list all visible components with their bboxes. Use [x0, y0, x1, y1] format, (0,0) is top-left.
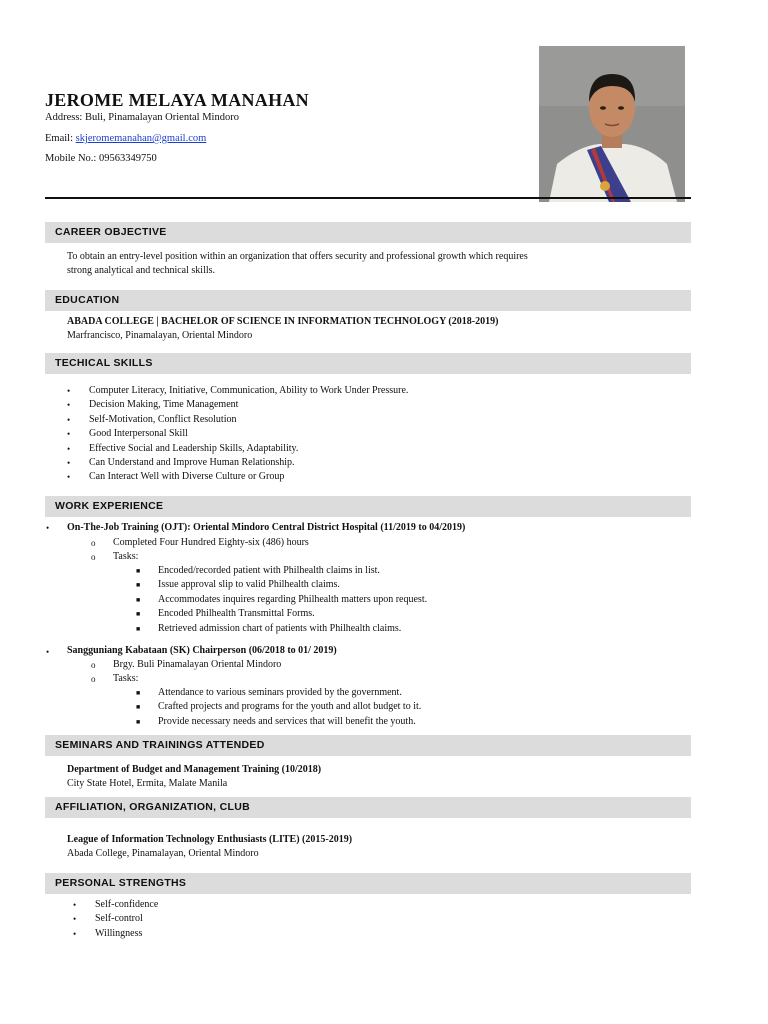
square-bullet-icon: ■	[136, 610, 141, 619]
applicant-name: JEROME MELAYA MANAHAN	[45, 90, 309, 110]
bullet-icon: •	[67, 429, 71, 440]
square-bullet-icon: ■	[136, 703, 141, 712]
square-bullet-icon: ■	[136, 581, 141, 590]
list-item: • Can Interact Well with Diverse Culture or Group	[67, 470, 408, 484]
section-education: EDUCATION	[45, 290, 691, 311]
education-location: Marfrancisco, Pinamalayan, Oriental Mindoro	[67, 330, 253, 341]
header-divider	[45, 197, 691, 199]
list-item: ■ Issue approval slip to valid Philhealth claims.	[136, 578, 427, 592]
section-seminars: SEMINARS AND TRAININGS ATTENDED	[45, 735, 691, 756]
mobile-value: 09563349750	[98, 153, 157, 164]
address-label: Address:	[45, 112, 83, 123]
section-affiliation: AFFILIATION, ORGANIZATION, CLUB	[45, 797, 691, 818]
circle-bullet-icon: o	[91, 538, 96, 548]
job-tasks-label-ojt: Tasks:	[113, 551, 139, 562]
section-work-experience: WORK EXPERIENCE	[45, 496, 691, 517]
profile-photo	[539, 46, 685, 202]
list-item: • Self-Motivation, Conflict Resolution	[67, 413, 408, 427]
seminar-place: City State Hotel, Ermita, Malate Manila	[67, 778, 228, 789]
list-item: • Good Interpersonal Skill	[67, 427, 408, 441]
list-item: • Self-control	[73, 912, 158, 926]
job-heading-sk: Sangguniang Kabataan (SK) Chairperson (06/2018 to 01/ 2019)	[67, 645, 337, 656]
bullet-icon: •	[46, 647, 50, 657]
affiliation-name: League of Information Technology Enthusiasts (LITE) (2015-2019)	[67, 834, 353, 845]
job-detail-ojt: Completed Four Hundred Eighty-six (486) hours	[113, 537, 309, 548]
bullet-icon: •	[67, 400, 71, 411]
section-personal-strengths: PERSONAL STRENGTHS	[45, 873, 691, 894]
job-heading-ojt: On-The-Job Training (OJT): Oriental Mindoro Central District Hospital (11/2019 to 04/2019)	[67, 522, 466, 533]
square-bullet-icon: ■	[136, 595, 141, 604]
job-tasks-label-sk: Tasks:	[113, 673, 139, 684]
address-line	[45, 112, 239, 123]
square-bullet-icon: ■	[136, 717, 141, 726]
list-item: • Self-confidence	[73, 898, 158, 912]
list-item: ■ Encoded/recorded patient with Philhealth claims in list.	[136, 564, 427, 578]
bullet-icon: •	[73, 928, 77, 939]
mobile-line	[45, 153, 157, 164]
section-technical-skills: TECHICAL SKILLS	[45, 353, 691, 374]
list-item: • Effective Social and Leadership Skills, Adaptability.	[67, 442, 408, 456]
objective-text-line-2: strong analytical and technical skills.	[67, 265, 216, 276]
list-item: • Willingness	[73, 927, 158, 941]
list-item: ■ Attendance to various seminars provided by the government.	[136, 686, 421, 700]
bullet-icon: •	[67, 386, 71, 396]
list-item: • Decision Making, Time Management	[67, 398, 408, 412]
strengths-list	[73, 898, 158, 941]
affiliation-place: Abada College, Pinamalayan, Oriental Mindoro	[67, 848, 259, 859]
list-item: • Computer Literacy, Initiative, Communication, Ability to Work Under Pressure.	[67, 384, 408, 398]
bullet-icon: •	[67, 443, 71, 454]
list-item: ■ Encoded Philhealth Transmittal Forms.	[136, 607, 427, 621]
bullet-icon: •	[73, 914, 77, 925]
square-bullet-icon: ■	[136, 624, 141, 633]
job-tasks-list-ojt	[136, 564, 427, 636]
skills-list	[67, 384, 408, 485]
list-item: • Can Understand and Improve Human Relationship.	[67, 456, 408, 470]
education-school: ABADA COLLEGE | BACHELOR OF SCIENCE IN INFORMATION TECHNOLOGY (2018-2019)	[67, 316, 499, 327]
objective-text-line-1: To obtain an entry-level position within an organization that offers security and professional growth which requires	[67, 251, 528, 262]
circle-bullet-icon: o	[91, 674, 96, 684]
mobile-label: Mobile No.:	[45, 153, 97, 164]
bullet-icon: •	[67, 414, 71, 425]
bullet-icon: •	[67, 458, 71, 469]
email-line	[45, 133, 206, 144]
list-item: ■ Retrieved admission chart of patients with Philhealth claims.	[136, 622, 427, 636]
section-career-objective: CAREER OBJECTIVE	[45, 222, 691, 243]
list-item: ■ Crafted projects and programs for the youth and allot budget to it.	[136, 700, 421, 714]
email-label: Email:	[45, 133, 73, 144]
address-value: Buli, Pinamalayan Oriental Mindoro	[84, 112, 239, 123]
job-tasks-list-sk	[136, 686, 421, 729]
square-bullet-icon: ■	[136, 567, 141, 575]
job-detail-sk: Brgy. Buli Pinamalayan Oriental Mindoro	[113, 659, 282, 670]
square-bullet-icon: ■	[136, 689, 141, 697]
email-link[interactable]: skjeromemanahan@gmail.com	[75, 133, 207, 144]
seminar-name: Department of Budget and Management Training (10/2018)	[67, 764, 322, 775]
bullet-icon: •	[67, 472, 71, 483]
circle-bullet-icon: o	[91, 552, 96, 562]
circle-bullet-icon: o	[91, 660, 96, 670]
bullet-icon: •	[46, 523, 50, 533]
bullet-icon: •	[73, 900, 77, 910]
list-item: ■ Provide necessary needs and services that will benefit the youth.	[136, 715, 421, 729]
list-item: ■ Accommodates inquires regarding Philhealth matters upon request.	[136, 593, 427, 607]
